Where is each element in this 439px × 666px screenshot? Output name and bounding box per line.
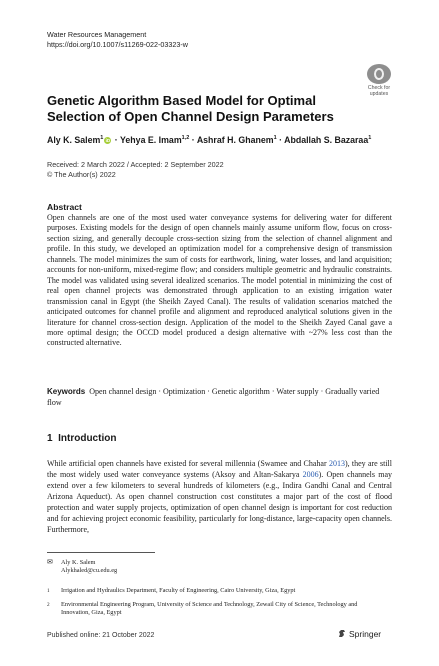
abstract-heading: Abstract — [47, 202, 82, 212]
crossmark-label-2: updates — [369, 91, 389, 97]
publisher-name: Springer — [349, 629, 382, 639]
author-name[interactable]: Yehya E. Imam — [120, 135, 182, 145]
affiliation-2 — [47, 601, 387, 621]
author-separator: · — [276, 135, 285, 145]
affiliation-text: Environmental Engineering Program, University of Science and Technology, Zewail City of Science, Technology and Innovation, Giza, Egypt — [61, 601, 358, 617]
section-title: Introduction — [58, 433, 117, 444]
keywords — [47, 386, 392, 408]
crossmark-icon — [367, 64, 391, 84]
section-heading — [47, 433, 116, 444]
author-list — [47, 135, 371, 145]
footnote-rule — [47, 552, 155, 553]
affiliation-mark: 2 — [47, 602, 50, 608]
doi-link[interactable]: https://doi.org/10.1007/s11269-022-03323-w — [47, 40, 188, 49]
intro-paragraph — [47, 458, 392, 535]
author-separator: · — [189, 135, 197, 145]
crossmark-label-1: Check for — [367, 85, 391, 91]
author-affil: 1,2 — [181, 135, 190, 142]
abstract-text: Open channels are one of the most used water conveyance systems for delivering water for different purposes. Existing models for the design of open channels mainly assume uniform flow, focus on cross-section sizing, and generally decouple cross-section sizing from the selection of channel alignment and profile. In this study, we developed an optimization model for a comprehensive design of transmission channels. The model minimizes the sum of costs for earthwork, lining, water losses, and land acquisition; accounts for non-uniform, mixed-regime flow; and considers multiple geometric and hydraulic constraints. The model was validated using several idealized scenarios. The model potential in minimizing the cost of real open channel projects was demonstrated through application to an existing irrigation water transmission canal in Egypt (the Sheikh Zayed Canal). The results of validation scenarios matched the anticipated outcomes for channel profile and alignment and reproduced analytical solutions given in the literature for channel cross-section design. Application of the model to the Sheikh Zayed Canal gave a more optimal design; the OCCD model produced a design alternative with ~27% less cost than the constructed alternative. — [47, 213, 392, 348]
author-affil: 1 — [368, 135, 372, 142]
envelope-icon: ✉ — [47, 558, 53, 566]
intro-text: While artificial open channels have existed for several millennia (Swamee and Chahar — [47, 459, 329, 468]
copyright: © The Author(s) 2022 — [47, 170, 116, 179]
author-affil: 1 — [100, 135, 104, 142]
keywords-text: Open channel design · Optimization · Genetic algorithm · Water supply · Gradually varied flow — [47, 387, 380, 407]
orcid-icon[interactable]: iD — [105, 138, 111, 144]
author-affil: 1 — [273, 135, 277, 142]
corresponding-author — [47, 559, 387, 579]
affiliation-1 — [47, 587, 387, 597]
intro-text: ). Open channels may extend over a few kilometers to several hundreds of kilometers (e.g., Indira Gandhi Canal and Central Arizona Aqueduct). As open channel construction cost constitutes a major part of the cost of flood protection and water supply projects, optimization of open channel design is important for cost reduction and for achieving project economic feasibility, particularly for long-distance, large-capacity open channels. Furthermore, — [47, 470, 392, 534]
springer-horse-icon — [338, 629, 346, 638]
contact-email[interactable]: Alykhaled@cu.edu.eg — [61, 567, 118, 575]
citation-link[interactable]: 2006 — [302, 470, 319, 479]
publisher-logo[interactable] — [338, 629, 381, 639]
author-separator: · — [112, 135, 121, 145]
journal-name: Water Resources Management — [47, 30, 147, 39]
affiliation-mark: 1 — [47, 588, 50, 594]
author-name[interactable]: Ashraf H. Ghanem — [196, 135, 274, 145]
keywords-label: Keywords — [47, 387, 86, 396]
dates-block — [47, 160, 224, 180]
affiliation-text: Irrigation and Hydraulics Department, Faculty of Engineering, Cairo University, Giza, Egypt — [61, 587, 296, 594]
author-name[interactable]: Abdallah S. Bazaraa — [284, 135, 369, 145]
paper-title: Genetic Algorithm Based Model for Optimal Selection of Open Channel Design Parameters — [47, 93, 334, 124]
crossmark-badge[interactable] — [364, 64, 394, 96]
intro-text: ), they are still the most widely used water conveyance systems (Aksoy and Altan-Sakarya — [47, 459, 392, 479]
author-name[interactable]: Aly K. Salem — [47, 135, 101, 145]
section-number: 1 — [47, 433, 53, 444]
received-accepted: Received: 2 March 2022 / Accepted: 2 September 2022 — [47, 160, 224, 169]
citation-link[interactable]: 2013 — [328, 459, 345, 468]
contact-name: Aly K. Salem — [61, 559, 96, 566]
published-date: Published online: 21 October 2022 — [47, 632, 155, 639]
journal-header — [47, 30, 188, 50]
